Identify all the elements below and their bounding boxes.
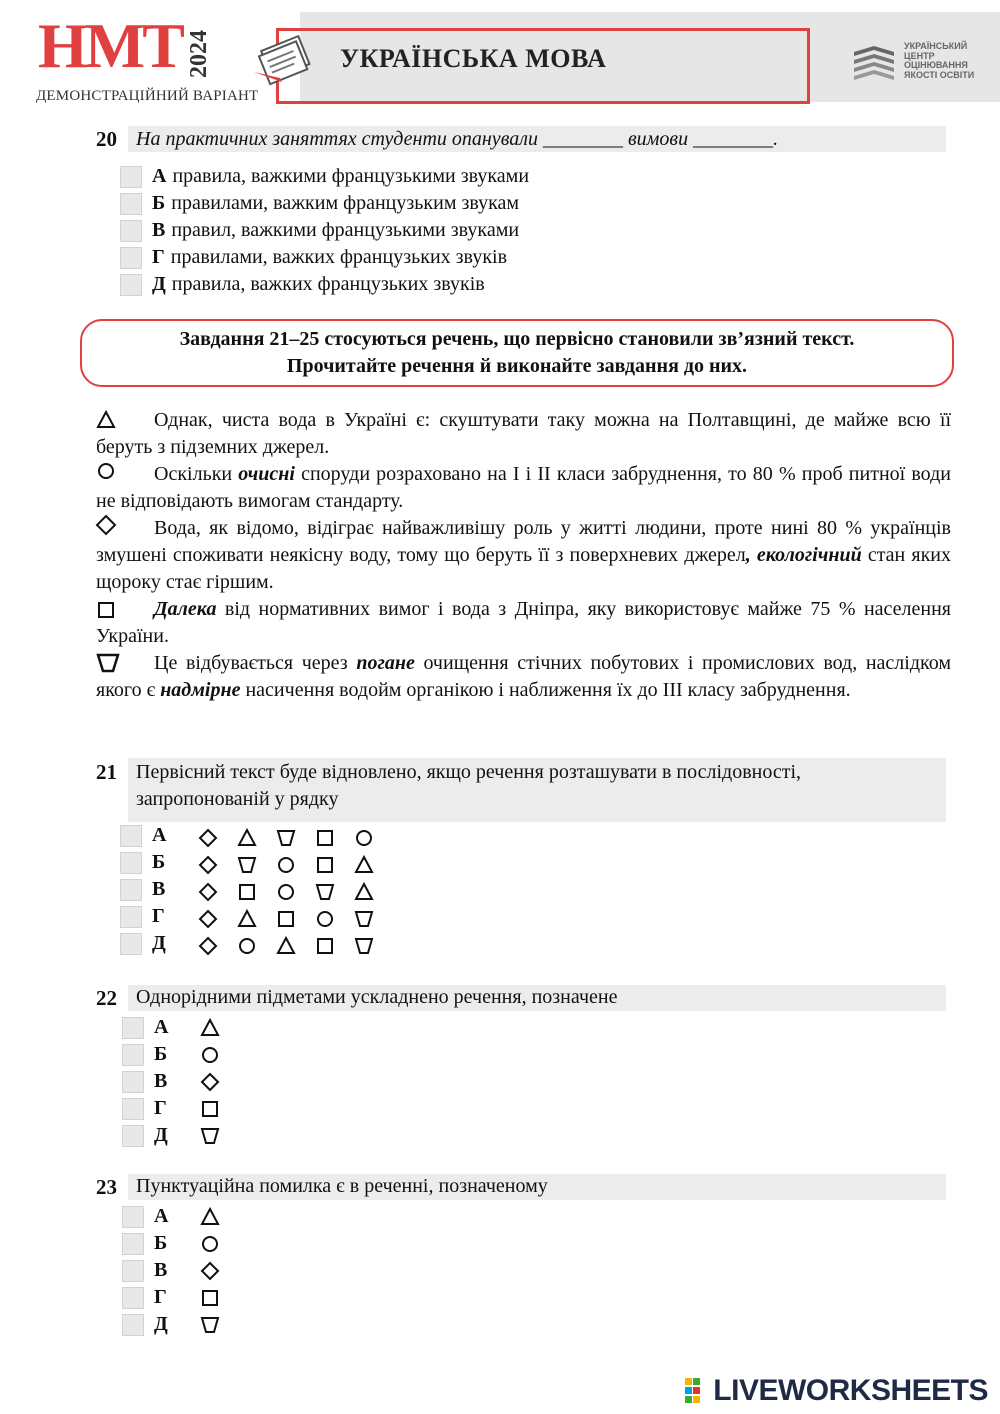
answer-option[interactable]: Д bbox=[120, 932, 198, 955]
answer-option[interactable]: Д bbox=[122, 1313, 220, 1336]
answer-checkbox[interactable] bbox=[120, 193, 142, 215]
trapezoid-icon bbox=[276, 828, 296, 848]
answer-checkbox[interactable] bbox=[120, 274, 142, 296]
answer-option[interactable]: В bbox=[120, 878, 198, 901]
diamond-icon bbox=[198, 936, 218, 956]
answer-checkbox[interactable] bbox=[120, 825, 142, 847]
square-icon bbox=[315, 936, 335, 956]
question-text: Первісний текст буде відновлено, якщо речення розташувати в послідовності, запропонованій у рядку bbox=[136, 761, 802, 810]
answer-checkbox[interactable] bbox=[122, 1206, 144, 1228]
circle-icon bbox=[200, 1045, 220, 1065]
diamond-icon bbox=[198, 909, 218, 929]
circle-icon bbox=[315, 909, 335, 929]
answer-checkbox[interactable] bbox=[122, 1017, 144, 1039]
answer-option[interactable]: В bbox=[122, 1070, 220, 1093]
logo-year: 2024 bbox=[186, 30, 212, 78]
subject-title: УКРАЇНСЬКА МОВА bbox=[340, 44, 607, 73]
answer-option[interactable]: Д bbox=[122, 1124, 220, 1147]
sentence-square: Далека від нормативних вимог і вода з Дніпра, яку використовує майже 75 % населення України. bbox=[96, 598, 951, 647]
circle-icon bbox=[200, 1234, 220, 1254]
circle-icon bbox=[276, 855, 296, 875]
symbol-sequence bbox=[198, 828, 393, 848]
circle-icon bbox=[354, 828, 374, 848]
trapezoid-icon bbox=[200, 1126, 220, 1146]
answer-option[interactable]: Г bbox=[122, 1286, 220, 1309]
answer-option[interactable]: А bbox=[122, 1205, 220, 1228]
diamond-icon bbox=[198, 828, 218, 848]
answer-option[interactable]: Д правила, важких французьких звуків bbox=[120, 273, 485, 296]
answer-checkbox[interactable] bbox=[122, 1314, 144, 1336]
trapezoid-icon bbox=[237, 855, 257, 875]
liveworksheets-brand[interactable]: LIVEWORKSHEETS bbox=[685, 1374, 988, 1408]
answer-option[interactable]: Б bbox=[122, 1232, 220, 1255]
square-icon bbox=[200, 1099, 220, 1119]
symbol-sequence bbox=[198, 855, 393, 875]
answer-checkbox[interactable] bbox=[122, 1098, 144, 1120]
answer-checkbox[interactable] bbox=[120, 906, 142, 928]
answer-checkbox[interactable] bbox=[122, 1233, 144, 1255]
square-icon bbox=[315, 855, 335, 875]
answer-checkbox[interactable] bbox=[122, 1287, 144, 1309]
triangle-icon bbox=[237, 909, 257, 929]
square-icon bbox=[200, 1288, 220, 1308]
sentence-circle: Оскільки очисні споруди розраховано на I і II класи забруднення, то 80 % проб питної води не відповідають вимогам стандарту. bbox=[96, 463, 951, 512]
answer-checkbox[interactable] bbox=[120, 879, 142, 901]
question-number: 23 bbox=[96, 1175, 117, 1199]
answer-option[interactable]: А правила, важкими французькими звуками bbox=[120, 165, 529, 188]
papers-icon bbox=[252, 32, 322, 86]
answer-option[interactable]: А bbox=[120, 824, 198, 847]
answer-checkbox[interactable] bbox=[120, 220, 142, 242]
answer-option[interactable]: Г bbox=[122, 1097, 220, 1120]
question-text: Однорідними підметами ускладнено речення, позначене bbox=[136, 986, 618, 1008]
trapezoid-icon bbox=[200, 1315, 220, 1335]
answer-checkbox[interactable] bbox=[122, 1044, 144, 1066]
triangle-icon bbox=[354, 855, 374, 875]
circle-icon bbox=[237, 936, 257, 956]
symbol-sequence bbox=[198, 936, 393, 956]
answer-option[interactable]: Б правилами, важким французьким звукам bbox=[120, 192, 519, 215]
ucoz-logo-icon bbox=[852, 42, 896, 82]
sentence-diamond: Вода, як відомо, відіграє найважливішу роль у житті людини, проте нині 80 % українців змушені споживати неякісну воду, тому що беруть її з поверхневих джерел, екологічний стан яких щороку стає гіршим. bbox=[96, 517, 951, 593]
answer-option[interactable]: В правил, важкими французькими звуками bbox=[120, 219, 519, 242]
question-text: Пунктуаційна помилка є в реченні, позначеному bbox=[136, 1175, 548, 1197]
answer-option[interactable]: В bbox=[122, 1259, 220, 1282]
square-icon bbox=[237, 882, 257, 902]
diamond-icon bbox=[200, 1072, 220, 1092]
answer-checkbox[interactable] bbox=[120, 933, 142, 955]
triangle-icon bbox=[200, 1018, 220, 1038]
answer-checkbox[interactable] bbox=[120, 852, 142, 874]
diamond-icon bbox=[198, 855, 218, 875]
triangle-icon bbox=[200, 1207, 220, 1227]
answer-option[interactable]: А bbox=[122, 1016, 220, 1039]
task-notice: Завдання 21–25 стосуються речень, що первісно становили зв’язний текст. Прочитайте речення й виконайте завдання до них. bbox=[80, 319, 954, 387]
answer-option[interactable]: Г bbox=[120, 905, 198, 928]
demo-subtitle: ДЕМОНСТРАЦІЙНИЙ ВАРІАНТ bbox=[36, 88, 259, 104]
answer-option[interactable]: Б bbox=[120, 851, 198, 874]
triangle-icon bbox=[354, 882, 374, 902]
diamond-icon bbox=[198, 882, 218, 902]
sentence-trapezoid: Це відбувається через погане очищення стічних побутових і промислових вод, наслідком якого є надмірне насичення водойм органікою і наближення їх до III класу забруднення. bbox=[96, 652, 951, 701]
nmt-logo: НМТ bbox=[38, 10, 182, 81]
triangle-icon bbox=[276, 936, 296, 956]
square-icon bbox=[315, 828, 335, 848]
triangle-icon bbox=[237, 828, 257, 848]
trapezoid-icon bbox=[354, 909, 374, 929]
sentence-triangle: Однак, чиста вода в Україні є: скуштувати таку можна на Полтавщині, де майже всю її беруть з підземних джерел. bbox=[96, 409, 951, 458]
answer-checkbox[interactable] bbox=[120, 247, 142, 269]
answer-checkbox[interactable] bbox=[122, 1260, 144, 1282]
liveworksheets-icon bbox=[685, 1378, 709, 1404]
question-number: 21 bbox=[96, 760, 117, 784]
answer-checkbox[interactable] bbox=[120, 166, 142, 188]
circle-icon bbox=[276, 882, 296, 902]
center-name: УКРАЇНСЬКИЙ ЦЕНТР ОЦІНЮВАННЯ ЯКОСТІ ОСВІТИ bbox=[904, 41, 975, 80]
answer-checkbox[interactable] bbox=[122, 1071, 144, 1093]
trapezoid-icon bbox=[315, 882, 335, 902]
symbol-sequence bbox=[198, 909, 393, 929]
diamond-icon bbox=[200, 1261, 220, 1281]
answer-option[interactable]: Б bbox=[122, 1043, 220, 1066]
trapezoid-icon bbox=[354, 936, 374, 956]
answer-checkbox[interactable] bbox=[122, 1125, 144, 1147]
question-number: 22 bbox=[96, 986, 117, 1010]
symbol-sequence bbox=[198, 882, 393, 902]
question-number: 20 bbox=[96, 127, 117, 151]
question-text: На практичних заняттях студенти опанували ________ вимови ________. bbox=[136, 128, 779, 150]
square-icon bbox=[276, 909, 296, 929]
answer-option[interactable]: Г правилами, важких французьких звуків bbox=[120, 246, 507, 269]
